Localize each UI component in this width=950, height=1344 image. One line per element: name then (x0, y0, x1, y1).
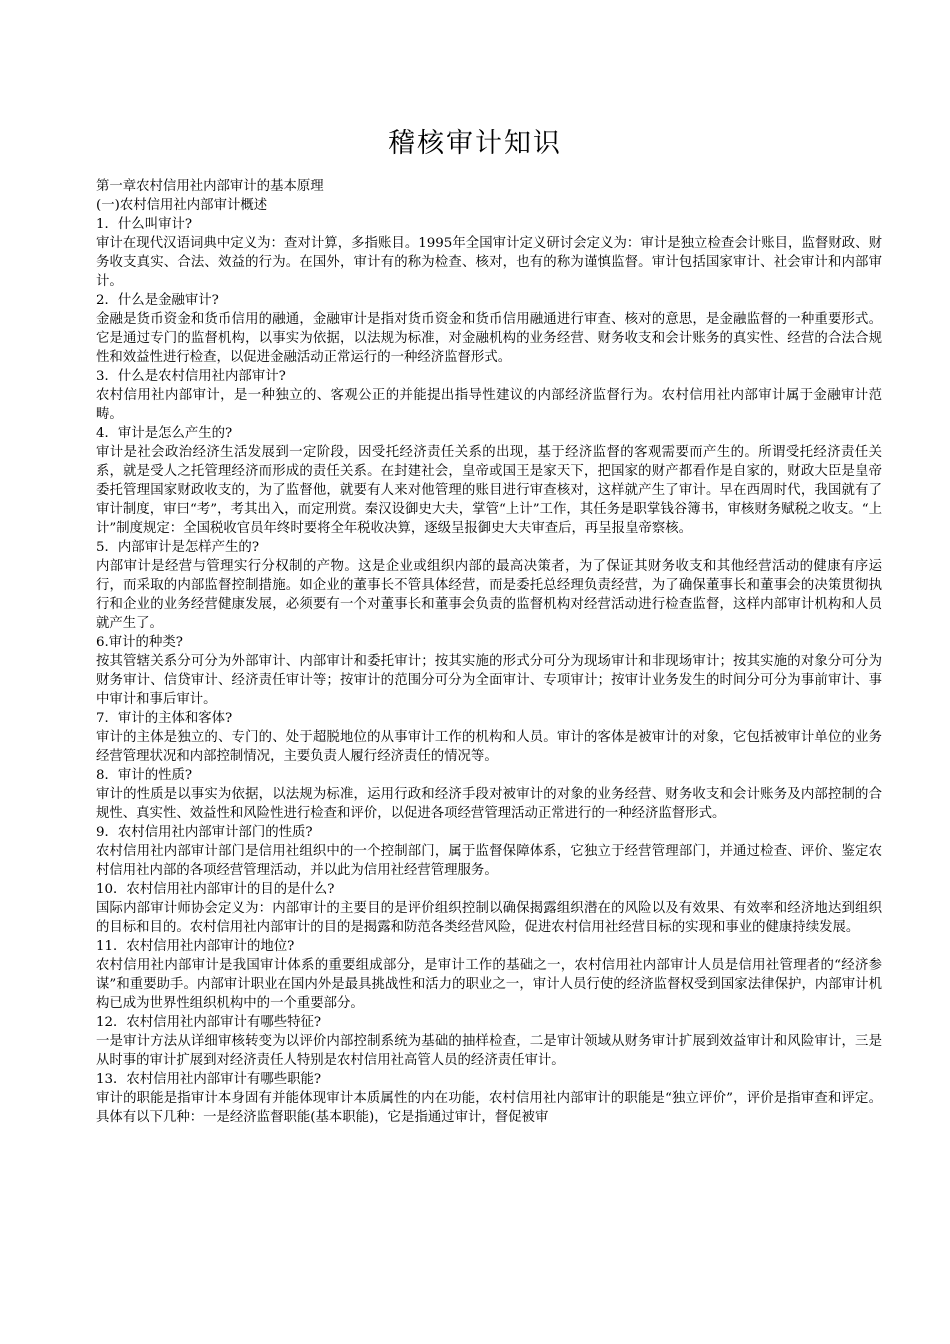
answer-paragraph: 农村信用社内部审计是我国审计体系的重要组成部分，是审计工作的基础之一，农村信用社内部审计人员是信用社管理者的“经济参谋”和重要助手。内部审计职业在国内外是最具挑战性和活力的职业之一，审计人员行使的经济监督权受到国家法律保护，内部审计机构已成为世界性组织机构中的一个重要部分。 (96, 958, 882, 1011)
answer-paragraph: 一是审计方法从详细审核转变为以评价内部控制系统为基础的抽样检查，二是审计领域从财务审计扩展到效益审计和风险审计，三是从时事的审计扩展到对经济责任人特别是农村信用社高管人员的经济责任审计。 (96, 1034, 882, 1068)
chapter-heading: 第一章农村信用社内部审计的基本原理 (96, 179, 324, 194)
answer-paragraph: 农村信用社内部审计部门是信用社组织中的一个控制部门，属于监督保障体系，它独立于经营管理部门，并通过检查、评价、鉴定农村信用社内部的各项经营管理活动，并以此为信用社经营管理服务。 (96, 844, 882, 878)
answer-paragraph: 国际内部审计师协会定义为：内部审计的主要目的是评价组织控制以确保揭露组织潜在的风险以及有效果、有效率和经济地达到组织的目标和目的。农村信用社内部审计的目的是揭露和防范各类经营风险，促进农村信用社经营目标的实现和事业的健康持续发展。 (96, 901, 882, 935)
document-body (96, 177, 882, 1127)
question-heading: 10．农村信用社内部审计的目的是什么? (96, 882, 335, 897)
answer-paragraph: 审计的职能是指审计本身固有并能体现审计本质属性的内在功能，农村信用社内部审计的职能是“独立评价”，评价是指审查和评定。具体有以下几种：一是经济监督职能(基本职能)，它是指通过审计，督促被审 (96, 1091, 882, 1125)
question-heading: 9．农村信用社内部审计部门的性质? (96, 825, 313, 840)
question-heading: 4．审计是怎么产生的? (96, 426, 233, 441)
answer-paragraph: 审计在现代汉语词典中定义为：查对计算，多指账目。1995年全国审计定义研讨会定义为：审计是独立检查会计账目，监督财政、财务收支真实、合法、效益的行为。在国外，审计有的称为检查、核对，也有的称为谨慎监督。审计包括国家审计、社会审计和内部审计。 (96, 236, 882, 289)
answer-paragraph: 内部审计是经营与管理实行分权制的产物。这是企业或组织内部的最高决策者，为了保证其财务收支和其他经营活动的健康有序运行，而采取的内部监督控制措施。如企业的董事长不管具体经营，而是委托总经理负责经营，为了确保董事长和董事会的决策贯彻执行和企业的业务经营健康发展，必须要有一个对董事长和董事会负责的监督机构对经营活动进行检查监督，这样内部审计机构和人员就产生了。 (96, 559, 882, 631)
question-heading: 3．什么是农村信用社内部审计? (96, 369, 286, 384)
answer-paragraph: 审计的性质是以事实为依据，以法规为标准，运用行政和经济手段对被审计的对象的业务经营、财务收支和会计账务及内部控制的合规性、真实性、效益性和风险性进行检查和评价，以促进各项经营管理活动正常进行的一种经济监督形式。 (96, 787, 882, 821)
question-heading: 11．农村信用社内部审计的地位? (96, 939, 295, 954)
document-title: 稽核审计知识 (388, 128, 562, 159)
answer-paragraph: 按其管辖关系分可分为外部审计、内部审计和委托审计；按其实施的形式分可分为现场审计和非现场审计；按其实施的对象分可分为财务审计、信贷审计、经济责任审计等；按审计的范围分可分为全面审计、专项审计；按审计业务发生的时间分可分为事前审计、事中审计和事后审计。 (96, 654, 882, 707)
question-heading: 6.审计的种类? (96, 635, 183, 650)
question-heading: 1．什么叫审计? (96, 217, 193, 232)
section-heading: (一)农村信用社内部审计概述 (96, 198, 268, 213)
answer-paragraph: 金融是货币资金和货币信用的融通，金融审计是指对货币资金和货币信用融通进行审查、核对的意思，是金融监督的一种重要形式。它是通过专门的监督机构，以事实为依据，以法规为标准，对金融机构的业务经营、财务收支和会计账务的真实性、经营的合法合规性和效益性进行检查，以促进金融活动正常运行的一种经济监督形式。 (96, 312, 882, 365)
answer-paragraph: 审计是社会政治经济生活发展到一定阶段，因受托经济责任关系的出现，基于经济监督的客观需要而产生的。所谓受托经济责任关系，就是受人之托管理经济而形成的责任关系。在封建社会，皇帝或国王是家天下，把国家的财产都看作是自家的，财政大臣是皇帝委托管理国家财政收支的，为了监督他，就要有人来对他管理的账目进行审查核对，这样就产生了审计。早在西周时代，我国就有了审计制度，审曰“考”，考其出入，而定刑赏。秦汉设御史大夫，掌管“上计”工作，其任务是职掌钱谷簿书，审核财务赋税之收支。“上计”制度规定：全国税收官员年终时要将全年税收决算，逐级呈报御史大夫审查后，再呈报皇帝察核。 (96, 445, 882, 536)
question-heading: 13．农村信用社内部审计有哪些职能? (96, 1072, 322, 1087)
question-heading: 7．审计的主体和客体? (96, 711, 233, 726)
question-heading: 5．内部审计是怎样产生的? (96, 540, 259, 555)
question-heading: 12．农村信用社内部审计有哪些特征? (96, 1015, 322, 1030)
question-heading: 2．什么是金融审计? (96, 293, 219, 308)
answer-paragraph: 审计的主体是独立的、专门的、处于超脱地位的从事审计工作的机构和人员。审计的客体是被审计的对象，它包括被审计单位的业务经营管理状况和内部控制情况，主要负责人履行经济责任的情况等。 (96, 730, 882, 764)
question-heading: 8．审计的性质? (96, 768, 193, 783)
answer-paragraph: 农村信用社内部审计，是一种独立的、客观公正的并能提出指导性建议的内部经济监督行为。农村信用社内部审计属于金融审计范畴。 (96, 388, 882, 422)
